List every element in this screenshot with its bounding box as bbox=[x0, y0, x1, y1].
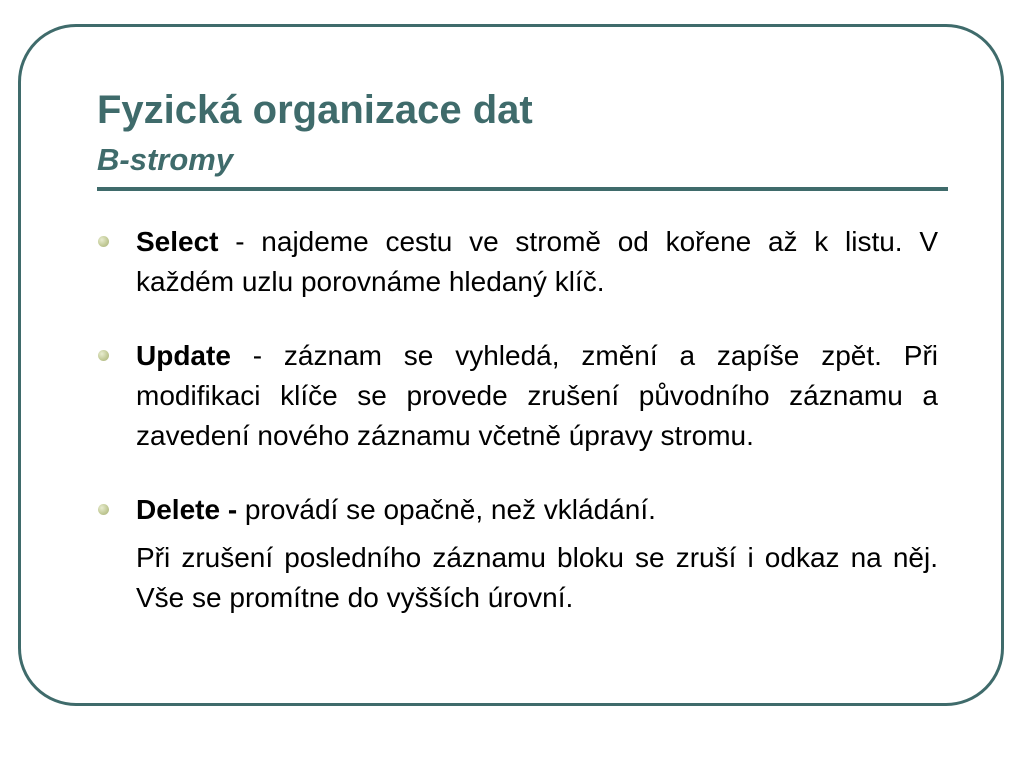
bullet-item-select bbox=[98, 222, 938, 302]
bullet-text: - záznam se vyhledá, změní a zapíše zpět. Při modifikaci klíče se provede zrušení původního záznamu a zavedení nového záznamu včetně úpravy stromu. bbox=[136, 340, 938, 451]
delete-note: Při zrušení posledního záznamu bloku se zruší i odkaz na něj. Vše se promítne do vyšších úrovní. bbox=[136, 542, 938, 613]
bullet-item-update bbox=[98, 336, 938, 456]
bullet-text: provádí se opačně, než vkládání. bbox=[237, 494, 656, 525]
bullet-text: - najdeme cestu ve stromě od kořene až k listu. V každém uzlu porovnáme hledaný klíč. bbox=[136, 226, 938, 297]
bullet-term: Delete - bbox=[136, 494, 238, 525]
slide-subtitle: B-stromy bbox=[97, 142, 234, 177]
slide-title: Fyzická organizace dat bbox=[97, 88, 533, 132]
bullet-icon bbox=[98, 350, 109, 361]
bullet-icon bbox=[98, 504, 109, 515]
title-divider bbox=[97, 187, 948, 191]
bullet-icon bbox=[98, 236, 109, 247]
bullet-term: Update bbox=[136, 340, 231, 371]
bullet-term: Select bbox=[136, 226, 219, 257]
bullet-list bbox=[98, 222, 938, 618]
bullet-item-delete bbox=[98, 490, 938, 530]
